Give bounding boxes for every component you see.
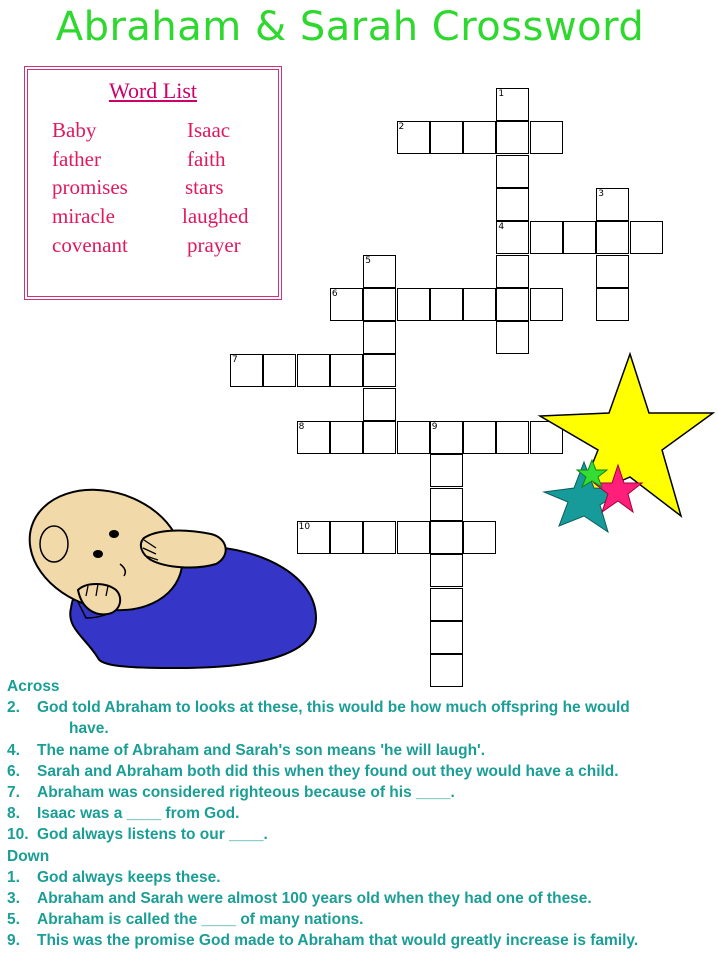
clue-number-label: 2 bbox=[398, 122, 405, 133]
down-clue bbox=[7, 867, 713, 888]
clue-text: Abraham was considered righteous because of his ____. bbox=[37, 784, 455, 802]
clue-text: God told Abraham to looks at these, this would be how much offspring he would bbox=[37, 699, 630, 717]
across-heading: Across bbox=[7, 678, 60, 695]
clues-section bbox=[7, 676, 713, 952]
crossword-cell[interactable] bbox=[430, 588, 463, 621]
clue-number: 4. bbox=[7, 741, 20, 759]
across-clue bbox=[7, 782, 713, 803]
crossword-cell[interactable] bbox=[496, 155, 529, 188]
crossword-cell[interactable] bbox=[363, 388, 396, 421]
crossword-cell[interactable] bbox=[596, 221, 629, 254]
word-list-item: laughed bbox=[182, 204, 249, 228]
clue-number: 1. bbox=[7, 868, 20, 886]
crossword-cell[interactable] bbox=[496, 421, 529, 454]
down-heading: Down bbox=[7, 847, 50, 865]
baby-illustration bbox=[16, 478, 321, 678]
word-list-item: covenant bbox=[52, 233, 128, 257]
clue-text: God always keeps these. bbox=[37, 868, 221, 886]
crossword-cell[interactable] bbox=[496, 288, 529, 321]
crossword-cell[interactable] bbox=[430, 454, 463, 487]
baby-hand bbox=[141, 531, 226, 568]
page-title: Abraham & Sarah Crossword bbox=[55, 4, 645, 50]
clue-text-continued: have. bbox=[69, 720, 109, 738]
clue-number-label: 1 bbox=[498, 89, 505, 99]
clue-number-label: 3 bbox=[598, 188, 605, 199]
clue-number-label: 4 bbox=[498, 222, 505, 233]
clue-number-label: 5 bbox=[365, 255, 371, 266]
clue-text: Abraham and Sarah were almost 100 years old when they had one of these. bbox=[37, 890, 592, 908]
crossword-cell[interactable] bbox=[530, 288, 563, 321]
clue-number-label: 6 bbox=[331, 288, 338, 299]
crossword-cell[interactable] bbox=[430, 521, 463, 554]
clue-text: Sarah and Abraham both did this when they found out they would have a child. bbox=[37, 762, 619, 780]
clue-number: 6. bbox=[7, 762, 20, 780]
crossword-cell[interactable] bbox=[496, 321, 529, 354]
word-list-item: prayer bbox=[187, 233, 241, 257]
crossword-cell[interactable] bbox=[363, 354, 396, 387]
crossword-cell[interactable] bbox=[463, 121, 496, 154]
baby-eye bbox=[109, 530, 119, 538]
clue-number: 7. bbox=[7, 784, 20, 802]
crossword-cell[interactable] bbox=[496, 121, 529, 154]
crossword-cell[interactable] bbox=[330, 354, 363, 387]
crossword-cell[interactable] bbox=[463, 521, 496, 554]
across-clue bbox=[7, 697, 713, 718]
clue-text: The name of Abraham and Sarah's son means 'he will laugh'. bbox=[37, 741, 486, 759]
crossword-cell[interactable] bbox=[397, 521, 430, 554]
crossword-cell[interactable] bbox=[363, 421, 396, 454]
clue-number-label: 9 bbox=[431, 422, 438, 432]
down-clue bbox=[7, 930, 713, 951]
word-list-item: promises bbox=[52, 175, 128, 199]
across-clue bbox=[7, 824, 713, 845]
across-clue bbox=[7, 761, 713, 782]
crossword-cell[interactable] bbox=[430, 488, 463, 521]
crossword-cell[interactable] bbox=[430, 288, 463, 321]
crossword-cell[interactable] bbox=[330, 521, 363, 554]
down-clue-list bbox=[7, 867, 713, 952]
clue-number: 10. bbox=[7, 826, 29, 844]
crossword-cell[interactable] bbox=[397, 421, 430, 454]
clue-number-label: 8 bbox=[298, 422, 305, 432]
baby-ear bbox=[40, 526, 68, 562]
clue-number: 3. bbox=[7, 890, 20, 908]
clue-number: 5. bbox=[7, 911, 20, 929]
crossword-cell[interactable] bbox=[496, 188, 529, 221]
clue-text: This was the promise God made to Abraham that would greatly increase is family. bbox=[37, 932, 639, 950]
word-list-item: faith bbox=[187, 147, 226, 171]
crossword-cell[interactable] bbox=[463, 421, 496, 454]
crossword-cell[interactable] bbox=[297, 354, 330, 387]
stars-illustration bbox=[536, 350, 716, 540]
word-list-heading: Word List bbox=[108, 78, 198, 103]
down-clue bbox=[7, 909, 713, 930]
crossword-cell[interactable] bbox=[330, 421, 363, 454]
clue-number-label: 10 bbox=[298, 521, 311, 532]
across-clue bbox=[7, 740, 713, 761]
clue-text: Abraham is called the ____ of many nations. bbox=[37, 911, 364, 929]
crossword-cell[interactable] bbox=[596, 255, 629, 288]
crossword-cell[interactable] bbox=[263, 354, 296, 387]
clue-text: God always listens to our ____. bbox=[37, 826, 268, 844]
crossword-cell[interactable] bbox=[363, 521, 396, 554]
crossword-cell[interactable] bbox=[430, 554, 463, 587]
clue-number: 2. bbox=[7, 699, 20, 717]
crossword-cell[interactable] bbox=[430, 621, 463, 654]
clue-number-label: 7 bbox=[232, 355, 238, 366]
word-list-item: miracle bbox=[52, 204, 115, 228]
crossword-cell[interactable] bbox=[363, 321, 396, 354]
word-list-item: Baby bbox=[52, 118, 97, 142]
crossword-cell[interactable] bbox=[363, 288, 396, 321]
word-list-item: Isaac bbox=[187, 118, 231, 142]
crossword-cell[interactable] bbox=[463, 288, 496, 321]
crossword-cell[interactable] bbox=[530, 221, 563, 254]
across-clue bbox=[7, 803, 713, 824]
crossword-cell[interactable] bbox=[630, 221, 663, 254]
crossword-cell[interactable] bbox=[430, 121, 463, 154]
crossword-cell[interactable] bbox=[530, 121, 563, 154]
clue-number: 9. bbox=[7, 932, 20, 950]
clue-text: Isaac was a ____ from God. bbox=[37, 805, 240, 823]
crossword-cell[interactable] bbox=[563, 221, 596, 254]
across-clue-list bbox=[7, 697, 713, 845]
clue-number: 8. bbox=[7, 805, 20, 823]
crossword-cell[interactable] bbox=[496, 255, 529, 288]
crossword-cell[interactable] bbox=[397, 288, 430, 321]
down-clue bbox=[7, 888, 713, 909]
word-list-item: father bbox=[52, 147, 101, 171]
crossword-cell[interactable] bbox=[596, 288, 629, 321]
word-list-item: stars bbox=[185, 175, 224, 199]
baby-eye bbox=[93, 550, 103, 558]
